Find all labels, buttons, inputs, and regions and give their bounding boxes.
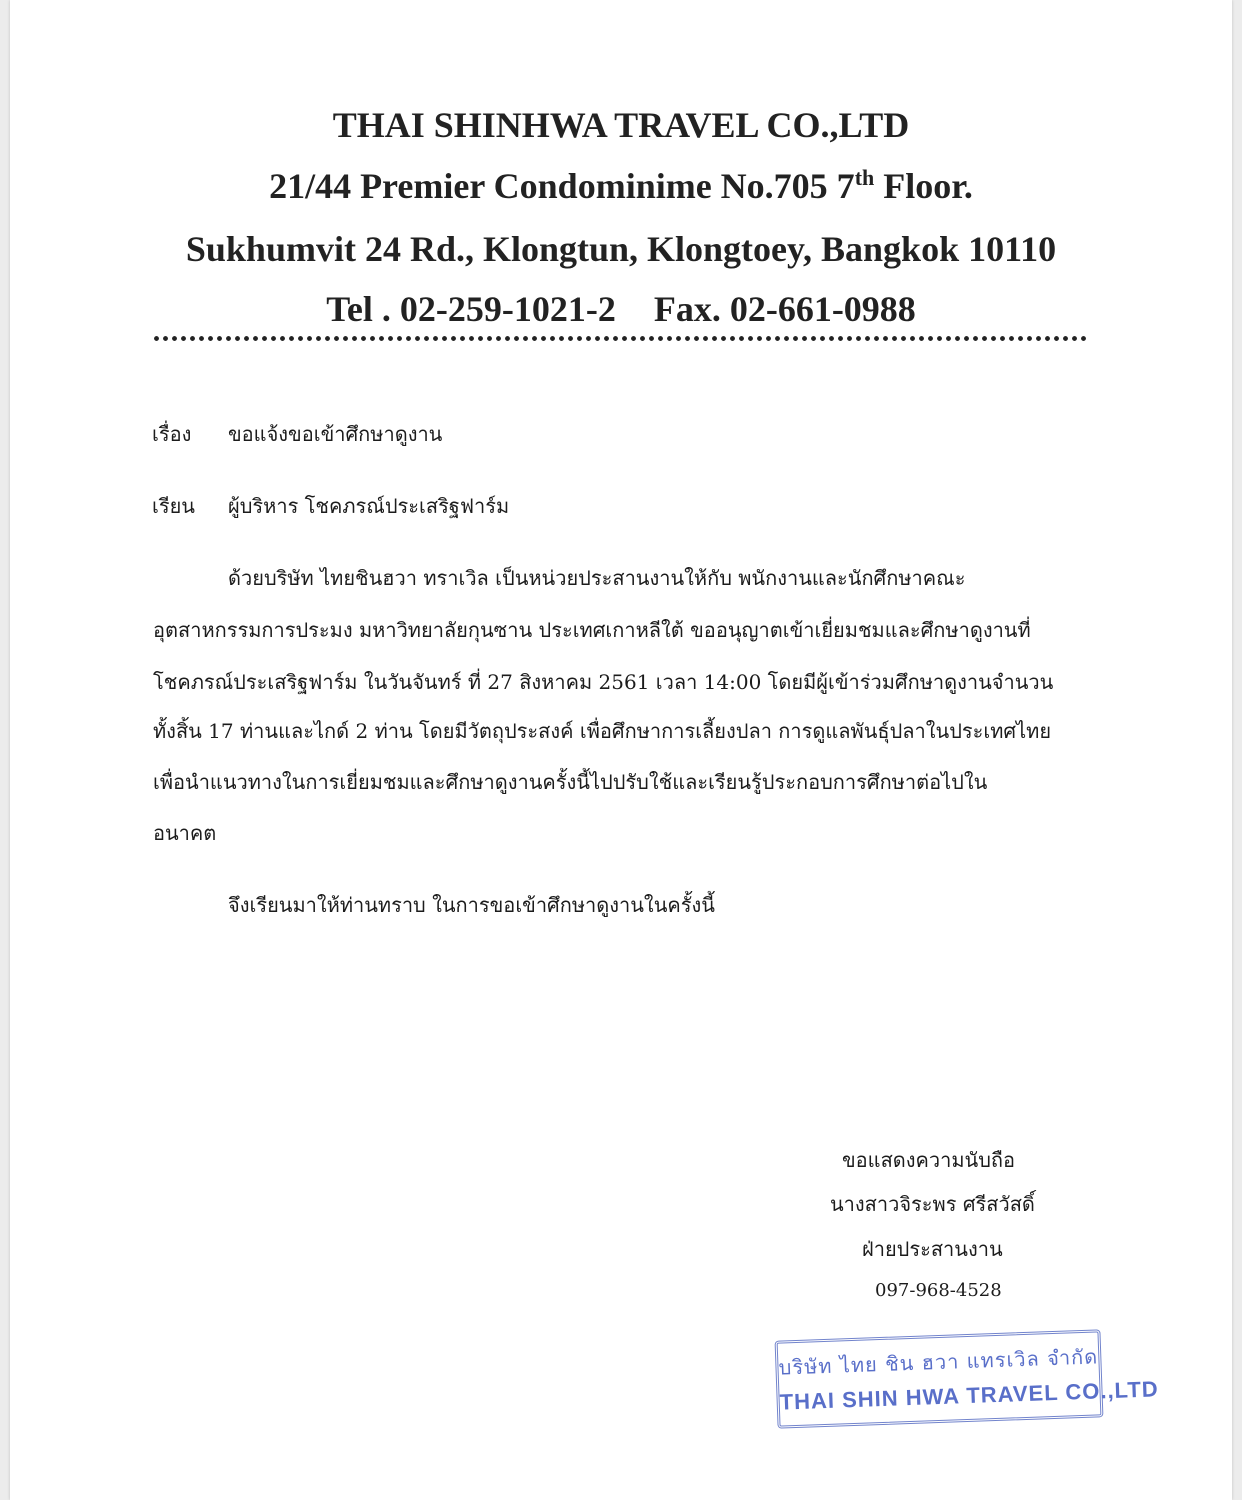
body-line: อนาคต	[153, 821, 217, 845]
address-line-1-prefix: 21/44 Premier Condominime No.705 7	[269, 166, 855, 206]
tel-number: Tel . 02-259-1021-2	[326, 289, 616, 329]
stamp-thai-text: บริษัท ไทย ชิน ฮวา แทรเวิล จำกัด	[778, 1344, 1099, 1380]
address-line-1-suffix: Floor.	[874, 166, 973, 206]
body-line: อุตสาหกรรมการประมง มหาวิทยาลัยกุนซาน ประเทศเกาหลีใต้ ขออนุญาตเข้าเยี่ยมชมและศึกษาดูงานที่	[153, 618, 1031, 642]
signature-regards: ขอแสดงความนับถือ	[842, 1148, 1016, 1172]
fax-number: Fax. 02-661-0988	[653, 289, 916, 329]
floor-ordinal-suffix: th	[854, 165, 875, 190]
subject-label: เรื่อง	[152, 422, 192, 446]
company-name: THAI SHINHWA TRAVEL CO.,LTD	[332, 105, 910, 145]
contact-line	[10, 288, 1232, 330]
signature-department: ฝ่ายประสานงาน	[862, 1237, 1003, 1261]
letter-page	[10, 0, 1232, 1500]
body-line: ด้วยบริษัท ไทยชินฮวา ทราเวิล เป็นหน่วยประสานงานให้กับ พนักงานและนักศึกษาคณะ	[228, 566, 966, 590]
recipient-value: ผู้บริหาร โชคภรณ์ประเสริฐฟาร์ม	[228, 494, 510, 518]
signature-phone: 097-968-4528	[875, 1280, 1002, 1301]
signature-name: นางสาวจิระพร ศรีสวัสดิ์	[830, 1192, 1035, 1216]
subject-value: ขอแจ้งขอเข้าศึกษาดูงาน	[228, 422, 443, 446]
body-line: เพื่อนำแนวทางในการเยี่ยมชมและศึกษาดูงานครั้งนี้ไปปรับใช้และเรียนรู้ประกอบการศึกษาต่อไปใน	[153, 770, 988, 794]
address-line-1	[10, 165, 1232, 207]
closing-line: จึงเรียนมาให้ท่านทราบ ในการขอเข้าศึกษาดูงานในครั้งนี้	[228, 893, 715, 917]
dotted-divider	[152, 335, 1087, 342]
address-line-2: Sukhumvit 24 Rd., Klongtun, Klongtoey, Bangkok 10110	[185, 229, 1057, 269]
body-line: ทั้งสิ้น 17 ท่านและไกด์ 2 ท่าน โดยมีวัตถุประสงค์ เพื่อศึกษาการเลี้ยงปลา การดูแลพันธุ์ปลาในประเทศไทย	[153, 719, 1052, 743]
stamp-english-text: THAI SHIN HWA TRAVEL CO.,LTD	[779, 1376, 1160, 1415]
body-line: โชคภรณ์ประเสริฐฟาร์ม ในวันจันทร์ ที่ 27 สิงหาคม 2561 เวลา 14:00 โดยมีผู้เข้าร่วมศึกษาดูงานจำนวน	[153, 670, 1054, 694]
recipient-label: เรียน	[152, 494, 195, 518]
company-stamp	[775, 1329, 1160, 1428]
